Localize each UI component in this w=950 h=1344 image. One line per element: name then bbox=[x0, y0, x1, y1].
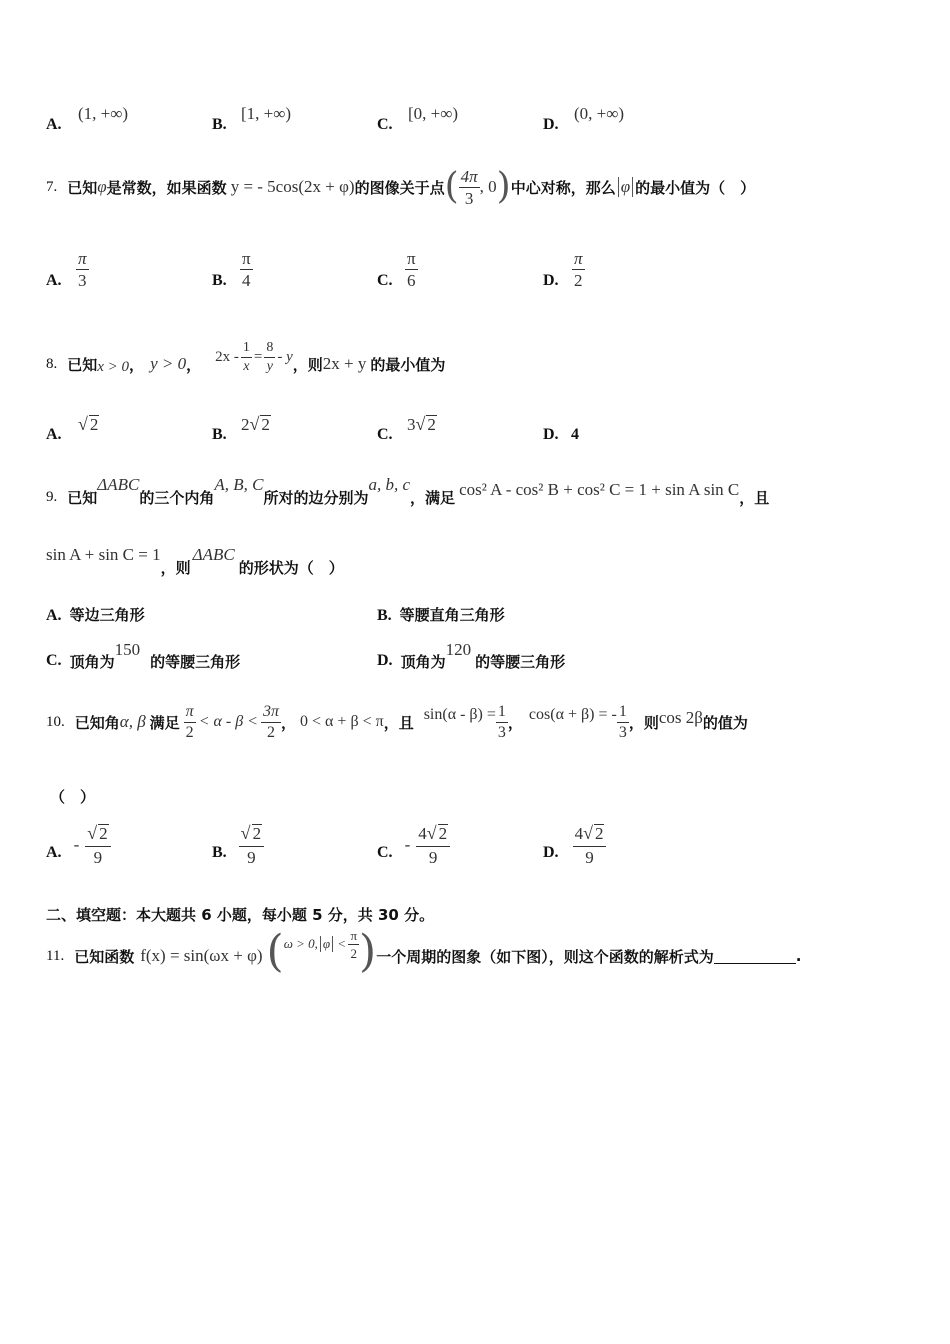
q10-target: cos 2β bbox=[658, 708, 703, 727]
q7-option-b-fraction: $\frac{\pi}{4}$ bbox=[242, 249, 251, 290]
q9-triangle-2: ΔABC bbox=[192, 545, 235, 564]
q10-text-3: ，且 bbox=[383, 713, 414, 732]
q7-text-3: 的图像关于点 bbox=[354, 178, 445, 197]
q9-text-4: ，满足 bbox=[410, 488, 456, 507]
q9-option-c[interactable]: C. 顶角为 150 的等腰三角形 bbox=[46, 640, 241, 671]
q8-text-3: 的最小值为 bbox=[370, 355, 446, 374]
q11-text-1: 已知函数 bbox=[74, 947, 135, 966]
q10-option-b[interactable]: B. $\frac{√ 2}{9}$ bbox=[212, 818, 264, 872]
question-9-line-2 bbox=[46, 540, 344, 580]
q10-cos-cond: cos(α + β) = - bbox=[528, 706, 617, 723]
q9-option-a[interactable]: A. 等边三角形 bbox=[46, 606, 145, 624]
q9-sides: a, b, c bbox=[368, 475, 411, 494]
q7-option-b-label[interactable]: B. bbox=[212, 272, 227, 289]
q7-abs-phi: φ bbox=[620, 177, 631, 196]
q10-upper-bound: $\frac{3\pi}{2}$ bbox=[262, 702, 279, 741]
q9-angles: A, B, C bbox=[214, 475, 264, 494]
q7-option-c-fraction: $\frac{\pi}{6}$ bbox=[407, 249, 416, 290]
q11-answer-blank[interactable] bbox=[714, 949, 796, 964]
q7-function: y = - 5cos(2x + φ) bbox=[230, 177, 355, 196]
q7-text-4: 中心对称，那么 bbox=[510, 178, 616, 197]
q8-option-c-expr: 3√ 2 bbox=[407, 414, 436, 434]
q9-condition-2: sin A + sin C = 1 bbox=[46, 545, 161, 564]
q7-option-c-label[interactable]: C. bbox=[377, 272, 393, 289]
q7-text-2: 是常数，如果函数 bbox=[106, 178, 227, 197]
q9-text-7: 的形状为（ ） bbox=[238, 558, 344, 577]
q7-option-d-label[interactable]: D. bbox=[543, 272, 559, 289]
q9-option-d[interactable]: D. 顶角为 120 的等腰三角形 bbox=[377, 640, 566, 671]
q11-number: 11. bbox=[46, 947, 65, 964]
q11-end: . bbox=[795, 947, 802, 965]
q7-option-a-fraction: $\frac{\pi}{3}$ bbox=[78, 249, 87, 290]
q11-text-2: 一个周期的图象（如下图），则这个函数的解析式为 bbox=[376, 947, 714, 966]
q7-point-open-paren: ( bbox=[444, 166, 459, 207]
q6-option-a-expr: (1, +∞) bbox=[78, 104, 129, 123]
q9-text-5: ，且 bbox=[739, 488, 770, 507]
q10-sin-value: $\frac{1}{3}$ bbox=[497, 702, 506, 741]
q7-option-a-label[interactable]: A. bbox=[46, 272, 62, 289]
q6-option-d-expr: (0, +∞) bbox=[574, 104, 625, 123]
q8-option-a-expr: √ 2 bbox=[78, 414, 99, 434]
q8-text-1: 已知 bbox=[67, 355, 98, 374]
q10-cos-value: $\frac{1}{3}$ bbox=[618, 702, 627, 741]
question-11 bbox=[46, 926, 802, 977]
q6-option-b-expr: [1, +∞) bbox=[241, 104, 292, 123]
q9-text-6: ，则 bbox=[160, 558, 191, 577]
q10-answer-paren: （ ） bbox=[50, 788, 96, 806]
q8-target: 2x + y bbox=[322, 354, 367, 373]
q10-number: 10. bbox=[46, 713, 65, 730]
q10-text-4: ，则 bbox=[628, 713, 659, 732]
q7-text-5: 的最小值为（ ） bbox=[635, 178, 756, 197]
q9-text-3: 所对的边分别为 bbox=[263, 488, 369, 507]
q6-option-d-label[interactable]: D. bbox=[543, 116, 559, 133]
q10-text-1: 已知角 bbox=[74, 713, 120, 732]
q11-cond-open-paren: ( bbox=[266, 926, 284, 977]
q10-text-2: 满足 bbox=[149, 713, 180, 732]
q6-option-b-label[interactable]: B. bbox=[212, 116, 227, 133]
q10-vars: α, β bbox=[119, 712, 146, 731]
q10-sin-cond: sin(α - β) = bbox=[423, 706, 496, 723]
q9-text-2: 的三个内角 bbox=[139, 488, 215, 507]
q10-option-a[interactable]: A. - $\frac{√ 2}{9}$ bbox=[46, 818, 111, 872]
q8-option-b-label[interactable]: B. bbox=[212, 426, 227, 443]
q9-condition-1: cos² A - cos² B + cos² C = 1 + sin A sin C bbox=[459, 480, 740, 499]
q10-lower-bound: $\frac{\pi}{2}$ bbox=[185, 702, 194, 741]
q8-cond-y: y > 0 bbox=[150, 354, 187, 373]
q9-triangle: ΔABC bbox=[97, 475, 140, 494]
q6-option-a-label[interactable]: A. bbox=[46, 116, 62, 133]
section-2-title: 二、填空题：本大题共 6 小题，每小题 5 分，共 30 分。 bbox=[46, 906, 435, 924]
q11-function: f(x) = sin(ωx + φ) bbox=[140, 946, 263, 965]
q10-text-5: 的值为 bbox=[702, 713, 748, 732]
q10-sep-2: ， bbox=[507, 713, 523, 732]
q8-equation: 2x - $\frac{1}{x}$ = $\frac{8}{y}$ - y bbox=[215, 339, 293, 374]
q11-cond-close-paren: ) bbox=[359, 926, 377, 977]
q8-option-a-label[interactable]: A. bbox=[46, 426, 62, 443]
q8-option-b-expr: 2√ 2 bbox=[241, 414, 270, 434]
q10-option-d[interactable]: D. $\frac{4√ 2}{9}$ bbox=[543, 818, 606, 872]
q7-number: 7. bbox=[46, 178, 58, 195]
question-7 bbox=[46, 162, 755, 212]
q8-option-d-value: 4 bbox=[571, 426, 579, 443]
q8-sep-1: ， bbox=[129, 355, 145, 374]
q7-phi: φ bbox=[97, 177, 107, 196]
q9-number: 9. bbox=[46, 488, 58, 505]
q7-point-tail: , 0 bbox=[479, 177, 497, 196]
q8-number: 8. bbox=[46, 355, 58, 372]
q6-option-c-expr: [0, +∞) bbox=[408, 104, 459, 123]
q6-option-c-label[interactable]: C. bbox=[377, 116, 393, 133]
q9-text-1: 已知 bbox=[67, 488, 98, 507]
question-10 bbox=[46, 697, 748, 747]
q8-cond-x: x > 0 bbox=[97, 358, 130, 375]
q7-point-close-paren: ) bbox=[496, 166, 511, 207]
q10-option-c[interactable]: C. - $\frac{4√ 2}{9}$ bbox=[377, 818, 450, 872]
q10-sep: ， bbox=[281, 713, 297, 732]
question-9 bbox=[46, 470, 769, 510]
q11-condition: ω > 0, φ < $\frac{\pi}{2}$ bbox=[283, 927, 358, 961]
q7-option-d-fraction: $\frac{\pi}{2}$ bbox=[574, 249, 583, 290]
q10-middle: < α - β < bbox=[198, 713, 258, 730]
q7-point-fraction: $\frac{4\pi}{3}$ bbox=[460, 166, 478, 208]
q8-option-d-label[interactable]: D. bbox=[543, 426, 559, 443]
q8-option-c-label[interactable]: C. bbox=[377, 426, 393, 443]
q9-option-b[interactable]: B. 等腰直角三角形 bbox=[377, 606, 505, 624]
question-8 bbox=[46, 340, 445, 388]
q8-text-2: ，则 bbox=[292, 355, 323, 374]
q7-text-1: 已知 bbox=[67, 178, 98, 197]
q8-sep-2: ， bbox=[186, 355, 202, 374]
q10-range-2: 0 < α + β < π bbox=[300, 713, 384, 730]
